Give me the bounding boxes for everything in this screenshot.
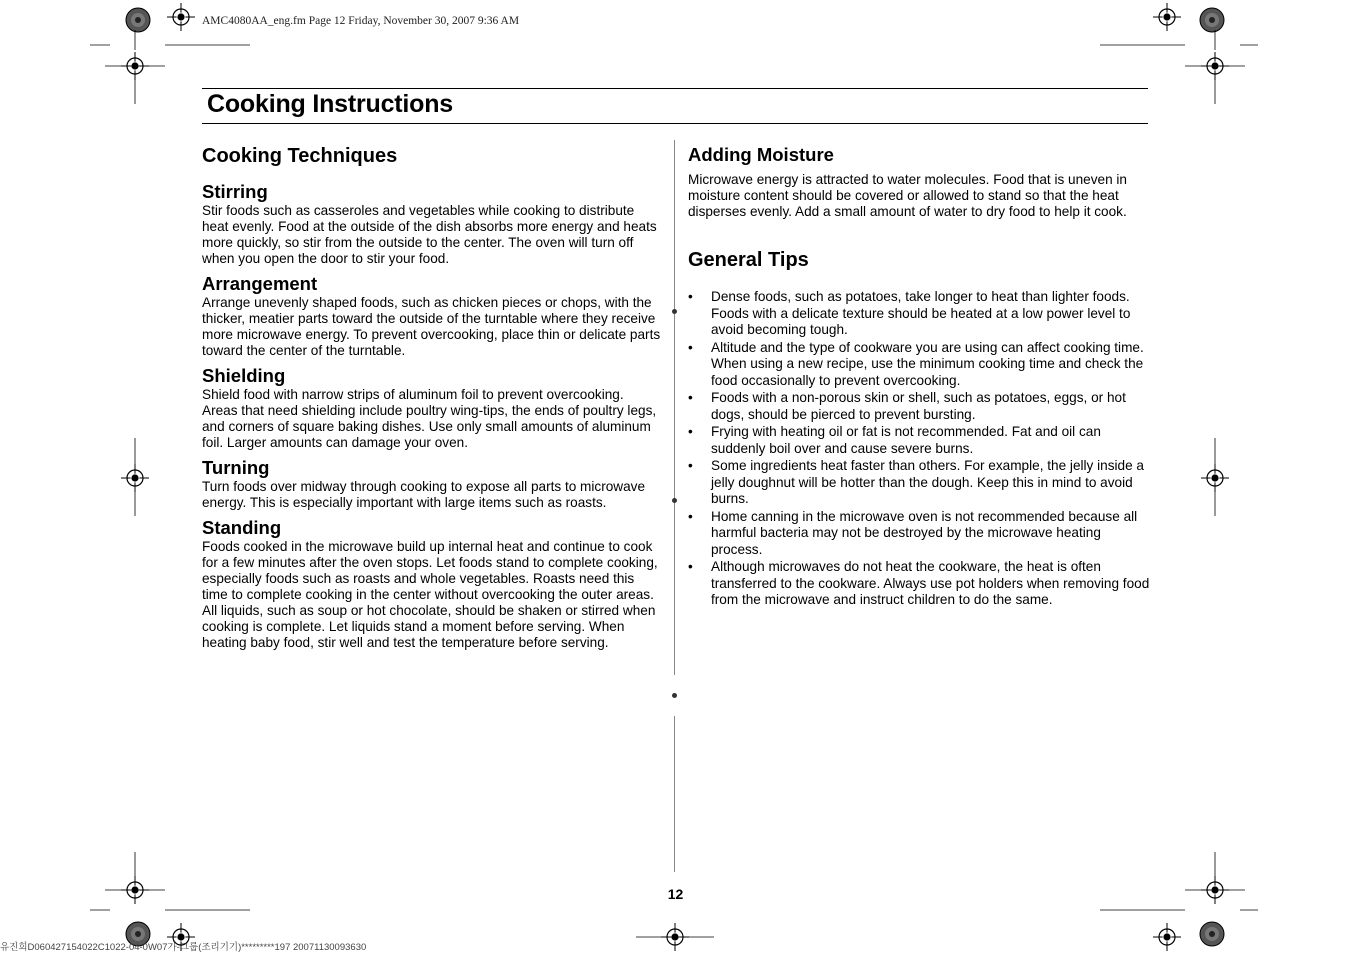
- technique-body: Turn foods over midway through cooking to expose all parts to microwave energy. This is especially important with large items such as roasts.: [202, 479, 646, 510]
- technique-title: Arrangement: [202, 273, 318, 294]
- registration-mark-icon: [121, 464, 149, 492]
- column-divider: [674, 140, 675, 675]
- bullet-icon: •: [688, 508, 693, 524]
- technique-arrangement: [202, 273, 662, 359]
- list-item: • Foods with a non-porous skin or shell, such as potatoes, eggs, or hot dogs, should be pierced to prevent bursting.: [688, 390, 1126, 422]
- list-item: • Altitude and the type of cookware you are using can affect cooking time. When using a new recipe, use the minimum cooking time and check the food occasionally to prevent overcooking.: [688, 339, 1144, 388]
- bullet-icon: •: [688, 424, 693, 439]
- column-divider: [674, 716, 675, 872]
- divider-dot-icon: [672, 498, 677, 503]
- technique-body: Foods cooked in the microwave build up internal heat and continue to cook for a few minutes after the oven stops. Let foods stand to complete cooking, especially foods such as roasts and whole vegetables. Roasts need this time to complete cooking in the center without overcooking the outer areas. All liquids, such as soup or hot chocolate, should be shaken or stirred when cooking is complete. Let liquids stand a moment before serving. When heating baby food, stir well and test the temperature before serving.: [202, 539, 658, 650]
- technique-turning: [202, 457, 662, 511]
- color-bar-star-icon: [1200, 8, 1224, 32]
- list-item: • Dense foods, such as potatoes, take longer to heat than lighter foods. Foods with a delicate texture should be heated at a low power level to avoid becoming tough.: [688, 289, 1131, 337]
- bullet-icon: •: [688, 559, 693, 574]
- technique-title: Shielding: [202, 365, 286, 386]
- technique-title: Turning: [202, 457, 270, 478]
- technique-body: Stir foods such as casseroles and vegetables while cooking to distribute heat evenly. Food at the outside of the dish absorbs more energy and heats more quickly, so stir from the outside to the center. The oven will turn off when you open the door to stir your food.: [202, 203, 657, 266]
- section-heading-adding-moisture: Adding Moisture: [688, 144, 834, 165]
- list-item: • Some ingredients heat faster than others. For example, the jelly inside a jelly doughnut will be hotter than the dough. Keep this in mind to avoid burns.: [688, 458, 1144, 506]
- registration-mark-icon: [1153, 923, 1181, 951]
- bullet-icon: •: [688, 339, 693, 355]
- section-heading-cooking-techniques: Cooking Techniques: [202, 145, 398, 167]
- section-heading-general-tips: General Tips: [688, 249, 809, 271]
- adding-moisture-section: [688, 144, 1150, 220]
- color-bar-star-icon: [126, 8, 150, 32]
- title-rule-top: [202, 88, 1148, 89]
- page-title: Cooking Instructions: [207, 90, 454, 118]
- color-bar-star-icon: [1200, 922, 1224, 946]
- list-item: • Frying with heating oil or fat is not recommended. Fat and oil can suddenly boil over and cause severe burns.: [688, 424, 1101, 456]
- adding-moisture-body: Microwave energy is attracted to water molecules. Food that is uneven in moisture content should be covered or allowed to stand so that the heat disperses evenly. Add a small amount of water to dry food to help it cook.: [688, 172, 1127, 219]
- technique-body: Arrange unevenly shaped foods, such as chicken pieces or chops, with the thicker, meatier parts toward the outside of the turntable where they receive more microwave energy. To prevent overcooking, place thin or delicate parts toward the center of the turntable.: [202, 295, 661, 358]
- registration-mark-icon: [1201, 464, 1229, 492]
- registration-mark-icon: [1153, 3, 1181, 31]
- technique-body: Shield food with narrow strips of aluminum foil to prevent overcooking. Areas that need shielding include poultry wing-tips, the ends of poultry legs, and corners of square baking dishes. Use only small amounts of aluminum foil. Larger amounts can damage your oven.: [202, 387, 657, 450]
- divider-dot-icon: [672, 309, 677, 314]
- file-slug-footer: 유진희D060427154022C1022-04-0W07가-그룹(조리기기)*********197 20071130093630: [0, 942, 367, 953]
- left-column: [202, 140, 662, 657]
- general-tips-list: [688, 289, 1150, 609]
- file-slug-header: AMC4080AA_eng.fm Page 12 Friday, November 30, 2007 9:36 AM: [202, 15, 520, 27]
- bullet-icon: •: [688, 390, 693, 405]
- registration-mark-icon: [167, 3, 195, 31]
- technique-shielding: [202, 365, 662, 451]
- technique-title: Stirring: [202, 181, 268, 202]
- page-number: 12: [667, 886, 684, 902]
- technique-title: Standing: [202, 517, 282, 538]
- divider-dot-icon: [672, 693, 677, 698]
- technique-stirring: [202, 181, 662, 267]
- bullet-icon: •: [688, 289, 693, 304]
- bullet-icon: •: [688, 458, 693, 473]
- list-item: • Although microwaves do not heat the cookware, the heat is often transferred to the cookware. Always use pot holders when removing food from the microwave and instruct children to do the same.: [688, 559, 1150, 607]
- list-item: • Home canning in the microwave oven is not recommended because all harmful bacteria may not be destroyed by the microwave heating process.: [688, 508, 1138, 557]
- title-rule-bottom: [202, 123, 1148, 124]
- technique-standing: [202, 517, 662, 651]
- right-column: [688, 140, 1150, 610]
